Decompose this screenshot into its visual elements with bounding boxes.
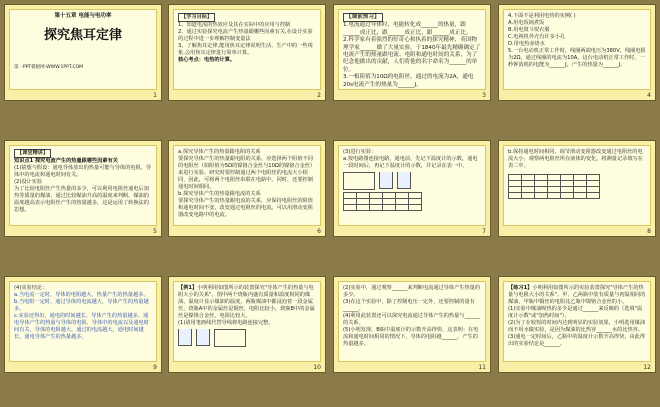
slide-9[interactable] xyxy=(4,276,162,373)
slide-12-number: 12 xyxy=(643,364,651,371)
slide-3-number: 3 xyxy=(482,92,486,99)
slide-7-line-1: (3)进行实验： xyxy=(343,149,377,155)
slide-4-line-6: 5.一台电动机正常工作时，线圈两端电压为380V，线圈电阻为2Ω，通过线圈的电流为10A，这台电动机正常工作时，一秒钟消耗的电能为______J，产生的热量为______J。 xyxy=(508,48,646,68)
slide-12-line-3: (2)为了在较短的时间内达到明显的实验效果，小明选用煤油而不用水做实验，是因为煤油的比热容______水的比热容。 xyxy=(508,320,646,333)
slide-12-line-4: (3)通电一定时间后，乙瓶中的温度计示数升高得快，由此得出的实验结论是______。 xyxy=(508,334,646,347)
slide-6-content xyxy=(173,145,321,226)
slide-6-line-3: b.探究导体产生的热量跟电流的关系 xyxy=(178,191,261,197)
slide-2-core: 核心考点：电热的计算。 xyxy=(178,57,236,63)
slide-4-line-5: D.用电热壶烧水 xyxy=(508,41,545,47)
slide-7-circuit-diagram xyxy=(343,172,481,190)
circuit-wire-icon xyxy=(214,329,246,347)
slide-5-heading: 【课堂精讲】 xyxy=(14,149,51,158)
slide-1-footer: 第一PPT模板网-WWW.1PPT.COM xyxy=(14,65,84,70)
slide-7-content xyxy=(338,145,486,226)
slide-1-number: 1 xyxy=(153,92,157,99)
slide-4-line-1: 4.下面不是利用电热的实例( ) xyxy=(508,13,576,19)
slide-2-heading: 【学习目标】 xyxy=(178,13,215,22)
slide-10-apparatus xyxy=(178,329,316,347)
slide-10-number: 10 xyxy=(313,364,321,371)
slide-2-content xyxy=(173,9,321,90)
flask-icon xyxy=(397,172,411,189)
slide-12-line-2: (1)实验中煤油吸热的多少是通过______来反映的（选填"温度计示数"或"加热时间"）。 xyxy=(508,306,643,319)
slide-8[interactable] xyxy=(498,140,656,237)
slide-4-line-3: B.用电熨斗熨衣服 xyxy=(508,27,550,33)
slide-11-content xyxy=(338,281,486,362)
slide-7-line-2: a.按电路图连接电路，通电前，先记下温度计的示数，通电一段时间后，再记下温度计的示数，并记录在表一中。 xyxy=(343,156,478,169)
slide-2-line-3: 3、了解焦耳定律,能用焦耳定律说明生活、生产中的一些现象,会用焦耳定律进行简单计算。 xyxy=(178,43,313,56)
slide-11-line-3: (4)利用此装置还可以探究电流通过导体产生的热量与______的关系。 xyxy=(343,313,481,326)
slide-5-sub: 知识点1 探究电流产生的热量跟哪些因素有关 xyxy=(14,158,118,164)
slide-3-line-2: 2.科学家有着强烈的好奇心和执着的探究精神，英国物理学家______做了大量实验，于1840年最先精确确定了电流产生的热量跟电流、电阻和通电时间的关系，为了纪念他做出的贡献，人们将他的名字命名为______的单位。 xyxy=(343,37,481,73)
flask-b-icon xyxy=(196,329,210,346)
slide-10-content xyxy=(173,281,321,362)
slide-12-line-1: 小明利用如图所示的实验装置探究"导体产生的热量与电阻大小的关系"。甲、乙两瓶中装有质量与初温相同的煤油，甲瓶中铜丝的电阻比乙瓶中镍铬合金丝的小。 xyxy=(508,285,646,305)
slide-3-content xyxy=(338,9,486,90)
circuit-wire-icon xyxy=(343,172,375,190)
slide-8-line-1: b.保持通电时间相同，调节滑动变阻器改变通过电阻丝的电流大小，观察两电阻丝所在液体的变化，将测量记录填写在表二中。 xyxy=(508,149,643,169)
slide-2[interactable] xyxy=(168,4,326,101)
slide-5-line-2: (2)设计实验 xyxy=(14,179,43,185)
slide-8-number: 8 xyxy=(647,228,651,235)
slide-12-content xyxy=(503,281,651,362)
slide-5-content xyxy=(9,145,157,226)
slide-6-line-4: 要探究导体产生的热量跟电流的关系，应保持电阻丝的阻值和通电时间不变，改变通过电阻丝的电流。可以用滑动变阻器改变电路中的电流。 xyxy=(178,198,313,218)
slide-11-line-1: (2)实验中，通过观察______来判断电流通过导体产生热量的多少。 xyxy=(343,285,481,298)
slide-9-line-3: b.当电阻一定时，通过导体的电流越大，导体产生的热量越多。 xyxy=(14,299,149,312)
slide-2-number: 2 xyxy=(317,92,321,99)
slide-4-content xyxy=(503,9,651,90)
slide-1-title: 探究焦耳定律 xyxy=(43,28,122,43)
slide-6-line-1: a.探究导体产生的热量跟电阻的关系 xyxy=(178,149,261,155)
slide-5-number: 5 xyxy=(153,228,157,235)
slide-9-number: 9 xyxy=(153,364,157,371)
slide-3-heading: 【课前预习】 xyxy=(343,13,383,22)
slide-6-number: 6 xyxy=(317,228,321,235)
slide-6[interactable] xyxy=(168,140,326,237)
slide-4[interactable] xyxy=(498,4,656,101)
slide-4-line-2: A.用电饭锅煮饭 xyxy=(508,20,545,26)
slide-1-chapter: 第十五章 电能与电功率 xyxy=(54,13,112,19)
slide-3-line-3: 3.一根阻值为10Ω的电阻丝，通过的电流为2A，通电20s电流产生的热量为______J。 xyxy=(343,74,474,88)
slide-3-line-1: 1.电流通过导体时，电能转化成______的热量，跟______成正比，跟______成正比，跟______成正比。 xyxy=(343,22,472,36)
slide-1-content xyxy=(9,9,157,90)
slide-10-line-2: (1)请用笔画线代替导线将电路连接完整。 xyxy=(178,320,274,326)
slide-5-line-3: 为了比较电阻丝产生热量的多少，可以利用电阻丝通电后加热等质量的煤油，通过比较煤油升高的温度来判断。煤油的温度越高表示电阻丝产生的热量越多，这是运用了转换法的思想。 xyxy=(14,186,149,213)
slide-10[interactable] xyxy=(168,276,326,373)
slide-5[interactable] xyxy=(4,140,162,237)
slide-4-number: 4 xyxy=(647,92,651,99)
slide-9-line-1: (4)实验结论： xyxy=(14,285,48,291)
slide-12[interactable] xyxy=(498,276,656,373)
slide-3[interactable] xyxy=(333,4,491,101)
slide-4-line-4: C.电视机外壳有许多小孔 xyxy=(508,34,566,40)
flask-icon xyxy=(379,172,393,189)
slide-11-number: 11 xyxy=(478,364,486,371)
slide-9-line-2: a.当电流一定时，导体的电阻越大，热量产生的热量越多。 xyxy=(14,292,149,298)
slide-10-line-1: 小明利用如图所示的装置探究"导体产生的热量与电阻大小的关系"。图中两个烧瓶内盛有质量和温度相同的煤油，温度计显示煤油的温度，两瓶煤油中都浸泡着一段金属丝，烧瓶A中的金属丝是铜丝，电阻比较小，烧瓶B中的金属丝是镍铬合金丝，电阻比较大。 xyxy=(178,285,315,319)
slide-9-line-4: c.实验还得出，通电的时间越长，导体产生的热量越多。通电导体产生的热量与导体的电阻、导体中的电流以及通电时间有关，导体的电阻越大，通过的电流越大，通电时间越长，通电导体产生的热量越多。 xyxy=(14,313,149,340)
slide-9-content xyxy=(9,281,157,362)
slide-10-heading: 【例1】 xyxy=(178,285,198,291)
slide-11-line-2: (3)在这个实验中，除了控制电压一定外，还要控制的量有______。 xyxy=(343,299,475,312)
slide-11[interactable] xyxy=(333,276,491,373)
slide-11-line-4: (5)小明发现，B瓶中温度计的示数升高得快，这表明：在电流和通电时间相同的情况下，导体的电阻越______，产生的热量越多。 xyxy=(343,327,479,347)
slide-5-line-1: (1)猜想与假设：通电导体放出的热量可能与导体的电阻、导体中的电流和通电时间有关。 xyxy=(14,165,152,178)
slide-7[interactable] xyxy=(333,140,491,237)
slide-2-line-1: 1、知道电流的热效应及其在实际中的应用与控制 xyxy=(178,22,291,28)
slide-12-heading: 【练习1】 xyxy=(508,285,533,291)
slide-8-content xyxy=(503,145,651,226)
slide-8-table xyxy=(508,174,600,199)
slide-1[interactable] xyxy=(4,4,162,101)
slide-7-number: 7 xyxy=(482,228,486,235)
slide-7-table xyxy=(343,192,422,211)
flask-a-icon xyxy=(178,329,192,346)
slide-2-line-2: 2、通过实验探究电流产生热量跟哪些因素有关,在设计实验的过程中进一步理解控制变量法 xyxy=(178,29,313,42)
slide-6-line-2: 要探究导体产生的热量跟电阻的关系，应选择两个阻值不同的电阻丝（如阻值为5Ω的镍铬合金丝与10Ω的镍铬合金丝）来进行实验。研究时要控制通过两个电阻丝的电流大小相同，因此，可将两个电阻丝串联在电路中。同时，还要控制通电时间相同。 xyxy=(178,156,316,190)
